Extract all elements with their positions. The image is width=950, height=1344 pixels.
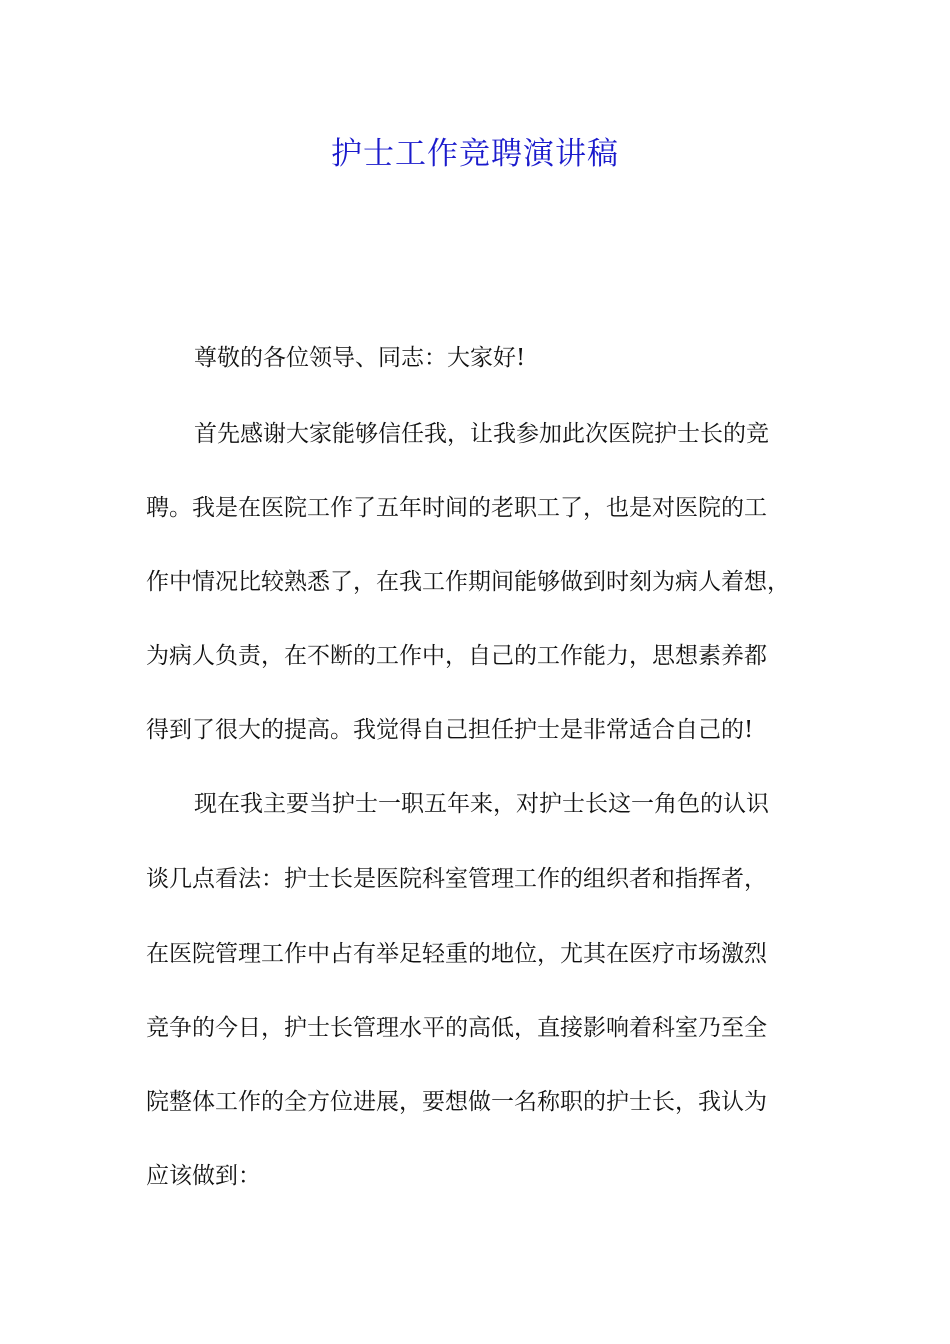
text-line: 现在我主要当护士一职五年来，对护士长这一角色的认识 [194,791,769,817]
text-line: 谈几点看法：护士长是医院科室管理工作的组织者和指挥者， [146,866,767,892]
text-line: 为病人负责，在不断的工作中，自己的工作能力，思想素养都 [146,643,767,669]
text-line: 竞争的今日，护士长管理水平的高低，直接影响着科室乃至全 [146,1015,767,1041]
text-line: 聘。我是在医院工作了五年时间的老职工了，也是对医院的工 [146,495,767,521]
text-line: 应该做到： [146,1163,261,1189]
text-line: 得到了很大的提高。我觉得自己担任护士是非常适合自己的! [146,717,754,743]
document-title: 护士工作竞聘演讲稿 [331,136,619,172]
text-line: 作中情况比较熟悉了，在我工作期间能够做到时刻为病人着想， [146,569,790,595]
text-line: 院整体工作的全方位进展，要想做一名称职的护士长，我认为 [146,1089,767,1115]
text-line: 首先感谢大家能够信任我，让我参加此次医院护士长的竞 [194,421,769,447]
text-line: 在医院管理工作中占有举足轻重的地位，尤其在医疗市场激烈 [146,941,767,967]
text-line: 尊敬的各位领导、同志：大家好! [194,345,526,371]
